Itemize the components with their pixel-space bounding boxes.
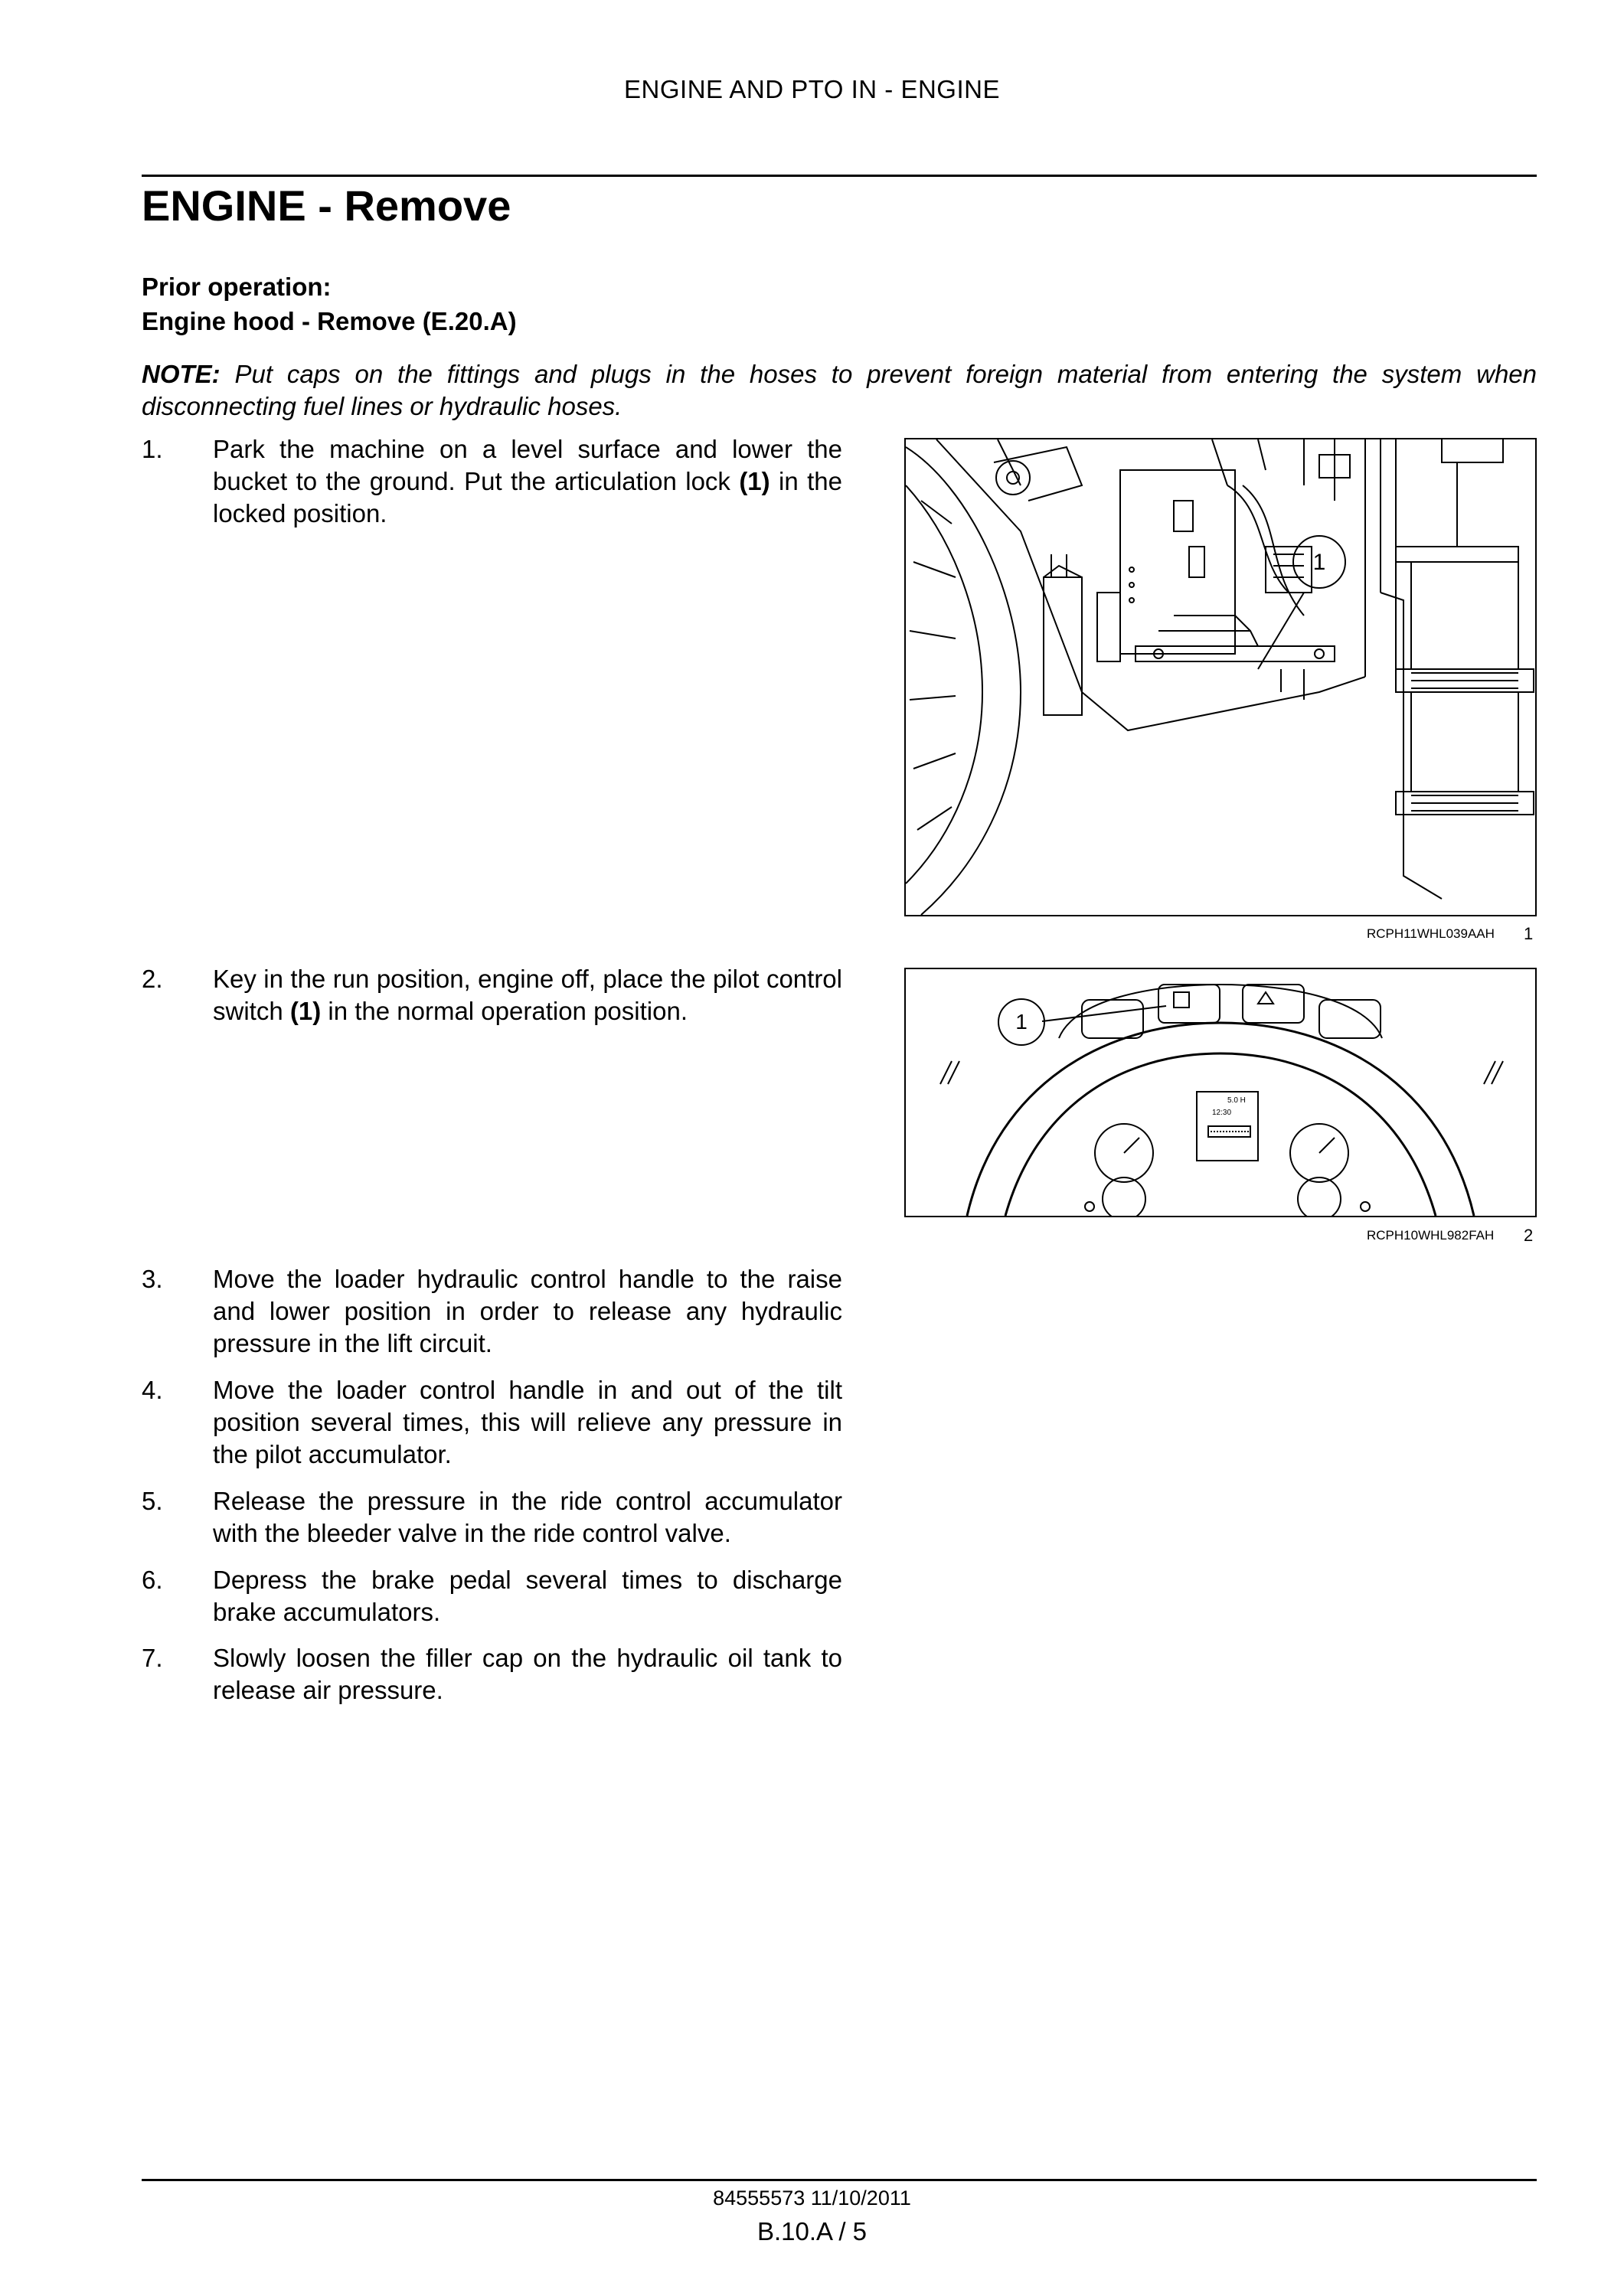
- footer-page-number: B.10.A / 5: [756, 2217, 868, 2245]
- note-text: Put caps on the fittings and plugs in the hoses to prevent foreign material from entering the system when disconnecting fuel lines or hydraulic hoses.: [142, 360, 1537, 420]
- step-2: [142, 963, 842, 1027]
- step-5: [142, 1485, 842, 1550]
- step-text: Move the loader control handle in and out of the tilt position several times, this will relieve any pressure in the pilot accumulator.: [213, 1376, 842, 1468]
- figure-number: 1: [1524, 924, 1534, 943]
- step-text: Key in the run position, engine off, place the pilot control switch: [213, 965, 842, 1025]
- page-title: ENGINE - Remove: [142, 181, 511, 230]
- figure-pilot-control-switch: [904, 968, 1537, 1217]
- step-4: [142, 1374, 842, 1471]
- footer-doc-number: 84555573 11/10/2011: [713, 2187, 911, 2209]
- step-text: in the locked position.: [213, 467, 842, 527]
- step-3: [142, 1263, 842, 1360]
- step-7: [142, 1642, 842, 1706]
- footer-rule: [142, 2179, 1537, 2181]
- step-text: in the normal operation position.: [321, 997, 688, 1025]
- step-number: 4.: [142, 1376, 163, 1404]
- step-number: 1.: [142, 435, 163, 463]
- step-number: 7.: [142, 1644, 163, 1672]
- clock-readout: 12:30: [1212, 1109, 1232, 1117]
- figure-code: RCPH11WHL039AAH: [1367, 926, 1495, 941]
- step-1: [142, 433, 842, 530]
- step-text: Park the machine on a level surface and lower the bucket to the ground. Put the articulation lock: [213, 435, 842, 495]
- figure-callout: 1: [1312, 550, 1326, 575]
- header-rule: [142, 175, 1537, 177]
- step-6: [142, 1564, 842, 1628]
- prior-operation: [142, 269, 517, 338]
- step-number: 3.: [142, 1265, 163, 1293]
- step-number: 2.: [142, 965, 163, 993]
- figure-callout: 1: [1015, 1010, 1028, 1034]
- step-number: 6.: [142, 1566, 163, 1594]
- step-callout: (1): [289, 997, 322, 1025]
- note-label: NOTE:: [142, 360, 221, 388]
- step-text: Release the pressure in the ride control accumulator with the bleeder valve in the ride control valve.: [213, 1487, 842, 1547]
- note: [142, 358, 1537, 423]
- prior-operation-link[interactable]: Engine hood - Remove (E.20.A): [142, 307, 517, 335]
- running-header: ENGINE AND PTO IN - ENGINE: [624, 75, 1000, 103]
- step-number: 5.: [142, 1487, 163, 1515]
- gauge-readout: 5.0 H: [1227, 1096, 1246, 1105]
- figure-code: RCPH10WHL982FAH: [1367, 1228, 1495, 1243]
- step-text: Slowly loosen the filler cap on the hydraulic oil tank to release air pressure.: [213, 1644, 842, 1704]
- step-callout: (1): [739, 467, 770, 495]
- figure-number: 2: [1524, 1226, 1534, 1245]
- figure-articulation-lock: [904, 438, 1537, 916]
- prior-operation-label: Prior operation:: [142, 273, 332, 301]
- step-text: Move the loader hydraulic control handle to the raise and lower position in order to release any hydraulic pressure in the lift circuit.: [213, 1265, 842, 1357]
- step-text: Depress the brake pedal several times to discharge brake accumulators.: [213, 1566, 842, 1626]
